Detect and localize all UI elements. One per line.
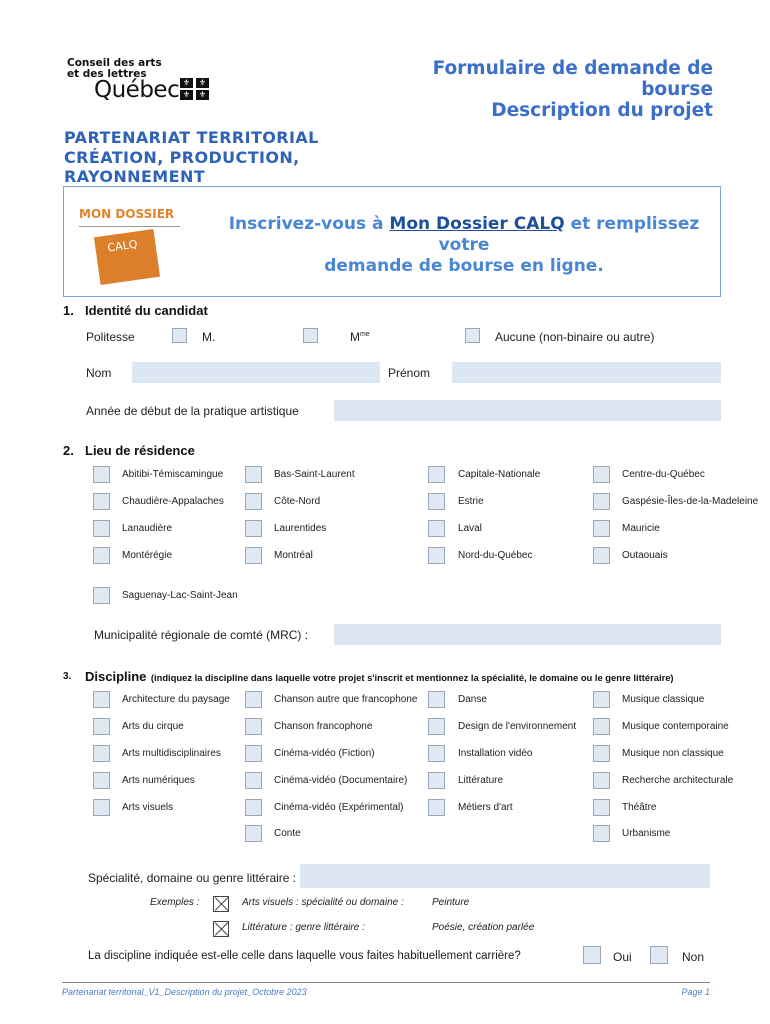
discipline-checkbox[interactable]: [245, 718, 262, 735]
discipline-checkbox[interactable]: [245, 745, 262, 762]
region-label: Gaspésie-Îles-de-la-Madeleine: [622, 496, 759, 507]
discipline-label: Recherche architecturale: [622, 775, 734, 786]
discipline-checkbox[interactable]: [428, 745, 445, 762]
region-label: Capitale-Nationale: [458, 469, 541, 480]
mon-dossier-logo-title: MON DOSSIER: [79, 207, 175, 221]
footer-divider: [62, 982, 710, 983]
title-line1: Formulaire de demande de: [432, 58, 713, 79]
region-checkbox[interactable]: [245, 493, 262, 510]
region-label: Nord-du-Québec: [458, 550, 533, 561]
promo-text: [214, 214, 714, 277]
discipline-checkbox[interactable]: [593, 825, 610, 842]
discipline-label: Installation vidéo: [458, 748, 533, 759]
discipline-label: Arts du cirque: [122, 721, 184, 732]
region-label: Montréal: [274, 550, 313, 561]
promo-box: [63, 186, 721, 297]
section2-number: 2.: [63, 443, 74, 458]
discipline-label: Musique non classique: [622, 748, 724, 759]
discipline-checkbox[interactable]: [93, 799, 110, 816]
mon-dossier-link[interactable]: Mon Dossier CALQ: [389, 214, 565, 234]
example1-value: Peinture: [432, 897, 470, 908]
footer-page: Page 1: [681, 987, 710, 997]
discipline-checkbox[interactable]: [245, 799, 262, 816]
discipline-label: Littérature: [458, 775, 504, 786]
calq-logo-text: CALQ: [106, 237, 139, 255]
promo-text-after: et remplissez: [564, 214, 700, 234]
discipline-label: Arts numériques: [122, 775, 195, 786]
checkbox-aucune[interactable]: [465, 328, 480, 343]
example2-value: Poésie, création parlée: [432, 922, 535, 933]
discipline-label: Conte: [274, 828, 301, 839]
program-line2: CRÉATION, PRODUCTION,: [64, 147, 300, 167]
discipline-label: Cinéma-vidéo (Expérimental): [274, 802, 404, 813]
calq-logo: [67, 58, 217, 104]
discipline-checkbox[interactable]: [428, 718, 445, 735]
discipline-label: Chanson francophone: [274, 721, 373, 732]
section3-header: [85, 668, 674, 686]
region-checkbox[interactable]: [593, 466, 610, 483]
fleur-de-lis-flag-icon: ⚜ ⚜ ⚜ ⚜: [180, 78, 212, 102]
discipline-label: Cinéma-vidéo (Documentaire): [274, 775, 408, 786]
discipline-checkbox[interactable]: [428, 772, 445, 789]
specialite-field[interactable]: [300, 864, 710, 888]
oui-label: Oui: [613, 950, 632, 964]
discipline-label: Urbanisme: [622, 828, 671, 839]
discipline-checkbox[interactable]: [245, 825, 262, 842]
region-label: Bas-Saint-Laurent: [274, 469, 355, 480]
nom-label: Nom: [86, 366, 112, 380]
discipline-label: Musique classique: [622, 694, 705, 705]
region-checkbox[interactable]: [593, 493, 610, 510]
region-checkbox[interactable]: [428, 547, 445, 564]
region-checkbox[interactable]: [593, 520, 610, 537]
region-checkbox[interactable]: [245, 466, 262, 483]
section1-number: 1.: [63, 303, 74, 318]
region-label: Centre-du-Québec: [622, 469, 705, 480]
mon-dossier-logo: [79, 207, 189, 282]
exemples-label: Exemples :: [150, 897, 200, 908]
promo-line2: votre: [438, 235, 490, 255]
discipline-checkbox[interactable]: [428, 691, 445, 708]
checkbox-m[interactable]: [172, 328, 187, 343]
discipline-checkbox[interactable]: [245, 691, 262, 708]
mrc-label: Municipalité régionale de comté (MRC) :: [94, 628, 309, 642]
region-checkbox[interactable]: [93, 466, 110, 483]
discipline-checkbox[interactable]: [593, 718, 610, 735]
region-checkbox[interactable]: [245, 547, 262, 564]
region-label: Estrie: [458, 496, 484, 507]
discipline-label: Danse: [458, 694, 487, 705]
checkbox-oui[interactable]: [583, 946, 601, 964]
discipline-checkbox[interactable]: [593, 772, 610, 789]
discipline-checkbox[interactable]: [428, 799, 445, 816]
prenom-field[interactable]: [452, 362, 721, 383]
option-mme-sup: me: [360, 331, 370, 338]
discipline-label: Arts multidisciplinaires: [122, 748, 221, 759]
program-title: [64, 128, 319, 187]
region-label: Saguenay-Lac-Saint-Jean: [122, 590, 238, 601]
logo-quebec: Québec: [94, 77, 180, 103]
discipline-label: Architecture du paysage: [122, 694, 230, 705]
region-checkbox[interactable]: [428, 493, 445, 510]
region-label: Outaouais: [622, 550, 668, 561]
region-label: Montérégie: [122, 550, 173, 561]
section3-title: Discipline: [85, 669, 147, 684]
discipline-checkbox[interactable]: [593, 799, 610, 816]
region-checkbox[interactable]: [93, 520, 110, 537]
example1-label: Arts visuels : spécialité ou domaine :: [242, 897, 404, 908]
discipline-label: Métiers d'art: [458, 802, 513, 813]
region-label: Laurentides: [274, 523, 327, 534]
title-line2: bourse: [641, 79, 713, 100]
non-label: Non: [682, 950, 705, 964]
region-checkbox[interactable]: [93, 493, 110, 510]
discipline-label: Cinéma-vidéo (Fiction): [274, 748, 375, 759]
region-label: Abitibi-Témiscamingue: [122, 469, 224, 480]
nom-field[interactable]: [132, 362, 380, 383]
discipline-label: Design de l'environnement: [458, 721, 577, 732]
discipline-label: Chanson autre que francophone: [274, 694, 418, 705]
option-aucune-label: Aucune (non-binaire ou autre): [495, 330, 655, 344]
region-checkbox[interactable]: [428, 466, 445, 483]
region-checkbox[interactable]: [93, 587, 110, 604]
annee-field[interactable]: [334, 400, 721, 421]
region-label: Laval: [458, 523, 482, 534]
discipline-checkbox[interactable]: [93, 718, 110, 735]
region-checkbox[interactable]: [93, 547, 110, 564]
region-label: Chaudière-Appalaches: [122, 496, 224, 507]
promo-text-before: Inscrivez-vous à: [228, 214, 390, 234]
region-label: Côte-Nord: [274, 496, 321, 507]
footer-left: Partenariat territorial_V1_Description du projet_Octobre 2023: [62, 987, 307, 997]
discipline-checkbox[interactable]: [593, 691, 610, 708]
checkbox-mme[interactable]: [303, 328, 318, 343]
logo-line2: et des lettres: [67, 68, 147, 80]
title-line3: Description du projet: [491, 100, 713, 121]
annee-label: Année de début de la pratique artistique: [86, 404, 299, 418]
logo-line1: Conseil des arts: [67, 57, 162, 69]
checkbox-non[interactable]: [650, 946, 668, 964]
discipline-label: Arts visuels: [122, 802, 174, 813]
promo-line3: demande de bourse en ligne.: [324, 256, 604, 276]
discipline-label: Théâtre: [622, 802, 657, 813]
section3-number: 3.: [63, 671, 72, 682]
discipline-checkbox[interactable]: [93, 772, 110, 789]
option-m-label: M.: [202, 330, 216, 344]
discipline-checkbox[interactable]: [245, 772, 262, 789]
discipline-checkbox[interactable]: [93, 745, 110, 762]
program-line1: PARTENARIAT TERRITORIAL: [64, 128, 319, 147]
region-checkbox[interactable]: [428, 520, 445, 537]
discipline-checkbox[interactable]: [93, 691, 110, 708]
section1-title: Identité du candidat: [85, 303, 208, 318]
discipline-checkbox[interactable]: [593, 745, 610, 762]
example-checked-box-2: [213, 921, 229, 937]
specialite-label: Spécialité, domaine ou genre littéraire :: [88, 871, 297, 885]
calq-logo-box: [94, 229, 160, 285]
program-line3: RAYONNEMENT: [64, 167, 206, 186]
politesse-label: Politesse: [86, 330, 135, 344]
prenom-label: Prénom: [388, 366, 431, 380]
option-mme-label: [350, 330, 370, 344]
region-label: Mauricie: [622, 523, 660, 534]
mrc-field[interactable]: [334, 624, 721, 645]
example2-label: Littérature : genre littéraire :: [242, 922, 365, 933]
option-mme-text: M: [350, 330, 360, 344]
region-checkbox[interactable]: [593, 547, 610, 564]
form-title: [433, 58, 713, 121]
region-label: Lanaudière: [122, 523, 173, 534]
example-checked-box-1: [213, 896, 229, 912]
region-checkbox[interactable]: [245, 520, 262, 537]
discipline-label: Musique contemporaine: [622, 721, 729, 732]
carriere-question: La discipline indiquée est-elle celle dans laquelle vous faites habituellement carrière?: [88, 950, 521, 962]
section2-title: Lieu de résidence: [85, 443, 195, 458]
section3-subtitle: (indiquez la discipline dans laquelle votre projet s'inscrit et mentionnez la spécialité, le domaine ou le genre littéraire): [150, 672, 674, 683]
